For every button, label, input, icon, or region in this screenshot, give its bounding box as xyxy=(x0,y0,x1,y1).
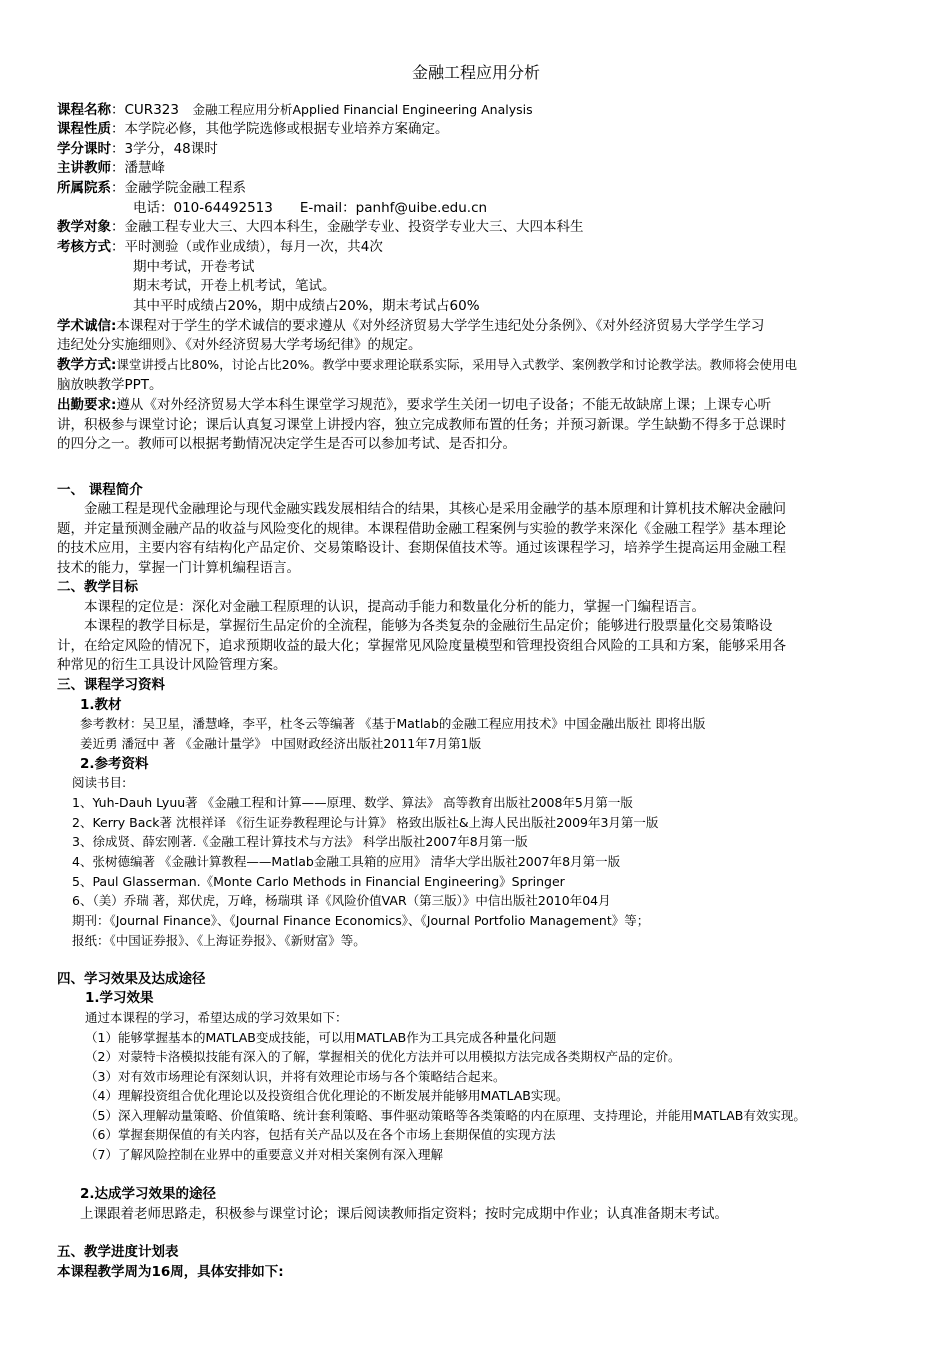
outcome-item: （3）对有效市场理论有深刻认识，并将有效理论市场与各个策略结合起来。 xyxy=(85,1069,506,1084)
method-line: 脑放映教学PPT。 xyxy=(57,377,163,393)
section-2-line: 种常见的衍生工具设计风险管理方案。 xyxy=(57,657,287,673)
outcome-intro: 通过本课程的学习，希望达成的学习效果如下： xyxy=(85,1010,348,1025)
section-1-heading: 一、 课程简介 xyxy=(57,482,143,498)
integrity-line: 违纪处分实施细则》、《对外经济贸易大学考场纪律》的规定。 xyxy=(57,337,422,353)
textbook-line: 参考教材：吴卫星，潘慧峰，李平，杜冬云等编著 《基于Matlab的金融工程应用技术》中国金融出版社 即将出版 xyxy=(80,716,706,731)
exam-line: 期末考试，开卷上机考试，笔试。 xyxy=(133,278,336,294)
integrity-line: 本课程对于学生的学术诚信的要求遵从《对外经济贸易大学学生违纪处分条例》、《对外经济贸易大学学生学习 xyxy=(116,318,765,334)
teacher-row: 主讲教师：潘慧峰 xyxy=(57,160,165,176)
target-text: 金融工程专业大三、大四本科生，金融学专业、投资学专业大三、大四本科生 xyxy=(124,219,584,235)
section-1-line: 金融工程是现代金融理论与现代金融实践发展相结合的结果，其核心是采用金融学的基本原理和计算机技术解决金融问 xyxy=(57,501,786,517)
outcome-item: （6）掌握套期保值的有关内容，包括有关产品以及在各个市场上套期保值的实现方法 xyxy=(85,1127,556,1142)
target-label: 教学对象 xyxy=(57,219,111,235)
teacher-text: 潘慧峰 xyxy=(124,160,165,176)
credit-row: 学分课时：3学分，48课时 xyxy=(57,141,218,157)
textbook-line: 姜近勇 潘冠中 著 《金融计量学》 中国财政经济出版社2011年7月第1版 xyxy=(80,736,482,751)
exam-row: 考核方式：平时测验（或作业成绩），每月一次，共4次 xyxy=(57,239,383,255)
section-2-line: 本课程的教学目标是，掌握衍生品定价的全流程，能够为各类复杂的金融衍生品定价；能够进行股票量化交易策略设 xyxy=(57,618,773,634)
method-line: 课堂讲授占比80%，讨论占比20%。教学中要求理论联系实际，采用导入式教学、案例教学和讨论教学法。教师将会使用电 xyxy=(116,357,797,372)
outcome-item: （1）能够掌握基本的MATLAB变成技能，可以用MATLAB作为工具完成各种量化问题 xyxy=(85,1030,557,1045)
teacher-label: 主讲教师 xyxy=(57,160,111,176)
section-1-line: 的技术应用，主要内容有结构化产品定价、交易策略设计、套期保值技术等。通过该课程学习，培养学生提高运用金融工程 xyxy=(57,540,786,556)
schedule-note: 本课程教学周为16周，具体安排如下: xyxy=(57,1264,284,1280)
reference-item: 5、Paul Glasserman.《Monte Carlo Methods in Financial Engineering》Springer xyxy=(72,874,565,889)
exam-line: 其中平时成绩占20%，期中成绩占20%，期末考试占60% xyxy=(133,298,480,314)
attend-line: 讲，积极参与课堂讨论；课后认真复习课堂上讲授内容，独立完成教师布置的任务；并预习新课。学生缺勤不得多于总课时 xyxy=(57,417,786,433)
section-1-line: 题，并定量预测金融产品的收益与风险变化的规律。本课程借助金融工程案例与实验的教学来深化《金融工程学》基本理论 xyxy=(57,521,786,537)
section-4-heading: 四、学习效果及达成途径 xyxy=(57,971,206,987)
path-subheading: 2.达成学习效果的途径 xyxy=(80,1186,217,1202)
reading-label: 阅读书目: xyxy=(72,775,127,790)
integrity-row xyxy=(57,317,764,335)
contact-line: 电话：010-64492513 E-mail：panhf@uibe.edu.cn xyxy=(133,200,488,216)
textbook-subheading: 1.教材 xyxy=(80,697,122,713)
newspaper-line: 报纸：《中国证券报》、《上海证券报》、《新财富》等。 xyxy=(72,933,366,948)
outcome-item: （2）对蒙特卡洛模拟技能有深入的了解，掌握相关的优化方法并可以用模拟方法完成各类期权产品的定价。 xyxy=(85,1049,681,1064)
reference-item: 1、Yuh-Dauh Lyuu著 《金融工程和计算——原理、数学、算法》 高等教育出版社2008年5月第一版 xyxy=(72,795,633,810)
course-nature-text: 本学院必修，其他学院选修或根据专业培养方案确定。 xyxy=(124,121,449,137)
target-row: 教学对象：金融工程专业大三、大四本科生，金融学专业、投资学专业大三、大四本科生 xyxy=(57,219,584,235)
method-label: 教学方式: xyxy=(57,357,117,373)
section-2-heading: 二、教学目标 xyxy=(57,579,138,595)
outcome-item: （5）深入理解动量策略、价值策略、统计套利策略、事件驱动策略等各类策略的内在原理、支持理论，并能用MATLAB有效实现。 xyxy=(85,1108,806,1123)
section-2-line: 计，在给定风险的情况下，追求预期收益的最大化；掌握常见风险度量模型和管理投资组合风险的工具和方案，能够采用各 xyxy=(57,638,786,654)
course-nature-row: 课程性质：本学院必修，其他学院选修或根据专业培养方案确定。 xyxy=(57,121,449,137)
outcome-item: （4）理解投资组合优化理论以及投资组合优化理论的不断发展并能够用MATLAB实现。 xyxy=(85,1088,569,1103)
outcome-item: （7）了解风险控制在业界中的重要意义并对相关案例有深入理解 xyxy=(85,1147,443,1162)
course-name-row: 课程名称：CUR323 金融工程应用分析Applied Financial Engineering Analysis xyxy=(57,102,533,118)
reference-subheading: 2.参考资料 xyxy=(80,756,149,772)
section-2-line: 本课程的定位是：深化对金融工程原理的认识，提高动手能力和数量化分析的能力，掌握一门编程语言。 xyxy=(57,599,705,615)
reference-item: 6、（美）乔瑞 著，郑伏虎，万峰，杨瑞琪 译《风险价值VAR（第三版）》中信出版社2010年04月 xyxy=(72,893,611,908)
path-text: 上课跟着老师思路走，积极参与课堂讨论；课后阅读教师指定资料；按时完成期中作业；认真准备期末考试。 xyxy=(80,1206,728,1222)
reference-item: 3、徐成贤、薛宏刚著.《金融工程计算技术与方法》 科学出版社2007年8月第一版 xyxy=(72,834,528,849)
attend-line: 的四分之一。教师可以根据考勤情况决定学生是否可以参加考试、是否扣分。 xyxy=(57,436,516,452)
course-nature-label: 课程性质 xyxy=(57,121,111,137)
course-name-text: 金融工程应用分析Applied Financial Engineering Analysis xyxy=(192,102,533,117)
method-row xyxy=(57,356,797,374)
attend-line: 遵从《对外经济贸易大学本科生课堂学习规范》，要求学生关闭一切电子设备；不能无故缺席上课；上课专心听 xyxy=(116,397,772,413)
outcome-subheading: 1.学习效果 xyxy=(85,990,154,1006)
dept-label: 所属院系 xyxy=(57,180,111,196)
attend-label: 出勤要求: xyxy=(57,397,117,413)
document-title: 金融工程应用分析 xyxy=(411,63,540,82)
attend-row xyxy=(57,396,771,414)
dept-text: 金融学院金融工程系 xyxy=(124,180,246,196)
course-name-label: 课程名称 xyxy=(57,102,111,118)
credit-text: 3学分，48课时 xyxy=(124,141,218,157)
journal-line: 期刊：《Journal Finance》、《Journal Finance Economics》、《Journal Portfolio Management》等； xyxy=(72,913,650,928)
reference-item: 2、Kerry Back著 沈根祥译 《衍生证券教程理论与计算》 格致出版社&上海人民出版社2009年3月第一版 xyxy=(72,815,659,830)
exam-line: 期中考试，开卷考试 xyxy=(133,259,255,275)
exam-line: 平时测验（或作业成绩），每月一次，共4次 xyxy=(124,239,383,255)
reference-item: 4、张树德编著 《金融计算教程——Matlab金融工具箱的应用》 清华大学出版社2007年8月第一版 xyxy=(72,854,621,869)
section-5-heading: 五、教学进度计划表 xyxy=(57,1244,179,1260)
exam-label: 考核方式 xyxy=(57,239,111,255)
credit-label: 学分课时 xyxy=(57,141,111,157)
section-1-line: 技术的能力，掌握一门计算机编程语言。 xyxy=(57,560,300,576)
section-3-heading: 三、课程学习资料 xyxy=(57,677,165,693)
course-code: CUR323 xyxy=(124,102,179,118)
integrity-label: 学术诚信: xyxy=(57,318,117,334)
dept-row: 所属院系：金融学院金融工程系 xyxy=(57,180,246,196)
